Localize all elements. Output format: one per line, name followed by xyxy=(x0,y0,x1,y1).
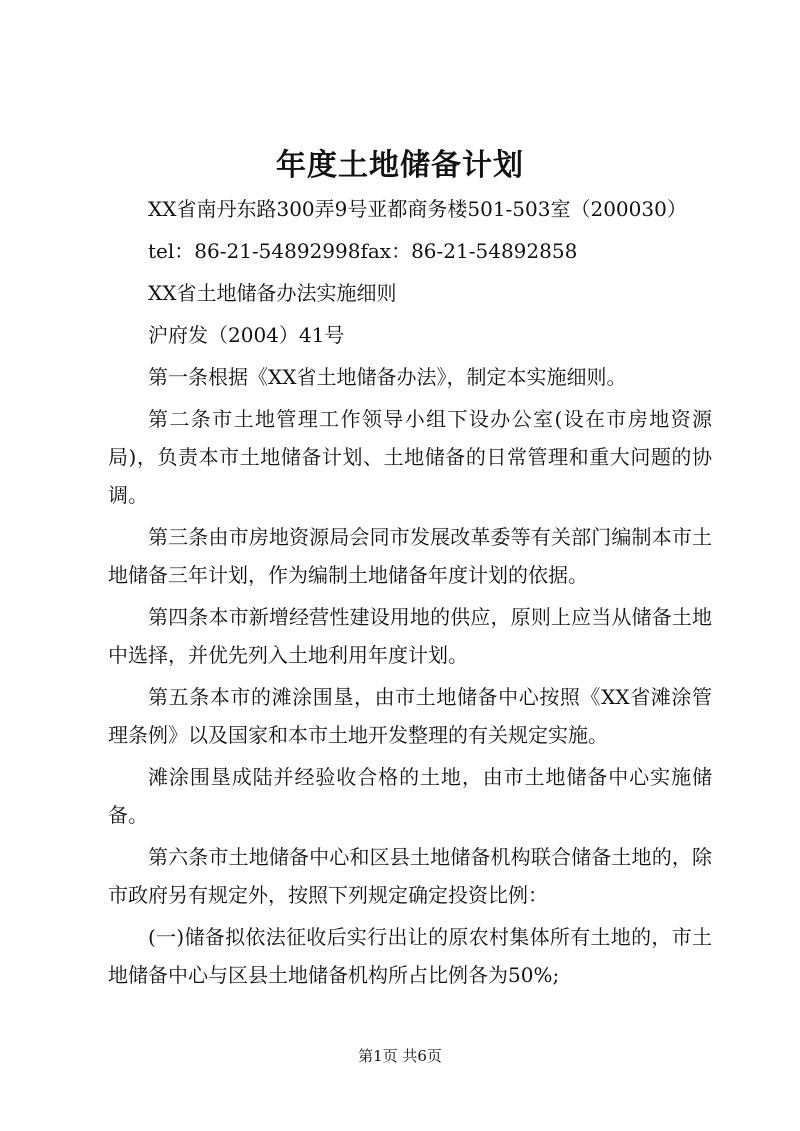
document-title: 年度土地储备计划 xyxy=(276,148,524,183)
article-4: 第四条本市新增经营性建设用地的供应，原则上应当从储备土地中选择，并优先列入土地利用年度计划。 xyxy=(108,605,712,667)
article-1: 第一条根据《XX省土地储备办法》，制定本实施细则。 xyxy=(148,365,627,389)
document-body xyxy=(108,190,712,998)
article-5-supplement: 滩涂围垦成陆并经验收合格的土地，由市土地储备中心实施储备。 xyxy=(108,765,712,827)
article-3: 第三条由市房地资源局会同市发展改革委等有关部门编制本市土地储备三年计划，作为编制土地储备年度计划的依据。 xyxy=(108,525,712,587)
address-line: XX省南丹东路300弄9号亚都商务楼501-503室（200030） xyxy=(148,197,687,221)
article-2: 第二条市土地管理工作领导小组下设办公室(设在市房地资源局)，负责本市土地储备计划、土地储备的日常管理和重大问题的协调。 xyxy=(108,407,712,507)
document-number: 沪府发（2004）41号 xyxy=(148,323,345,347)
article-5: 第五条本市的滩涂围垦，由市土地储备中心按照《XX省滩涂管理条例》以及国家和本市土地开发整理的有关规定实施。 xyxy=(108,685,712,747)
page-footer: 第1页 共6页 xyxy=(358,1047,442,1065)
article-6-item-1: (一)储备拟依法征收后实行出让的原农村集体所有土地的，市土地储备中心与区县土地储备机构所占比例各为50%; xyxy=(108,925,712,987)
article-6: 第六条市土地储备中心和区县土地储备机构联合储备土地的，除市政府另有规定外，按照下列规定确定投资比例： xyxy=(108,845,712,907)
contact-line: tel：86-21-54892998fax：86-21-54892858 xyxy=(148,239,578,263)
regulation-title: XX省土地储备办法实施细则 xyxy=(148,281,397,305)
